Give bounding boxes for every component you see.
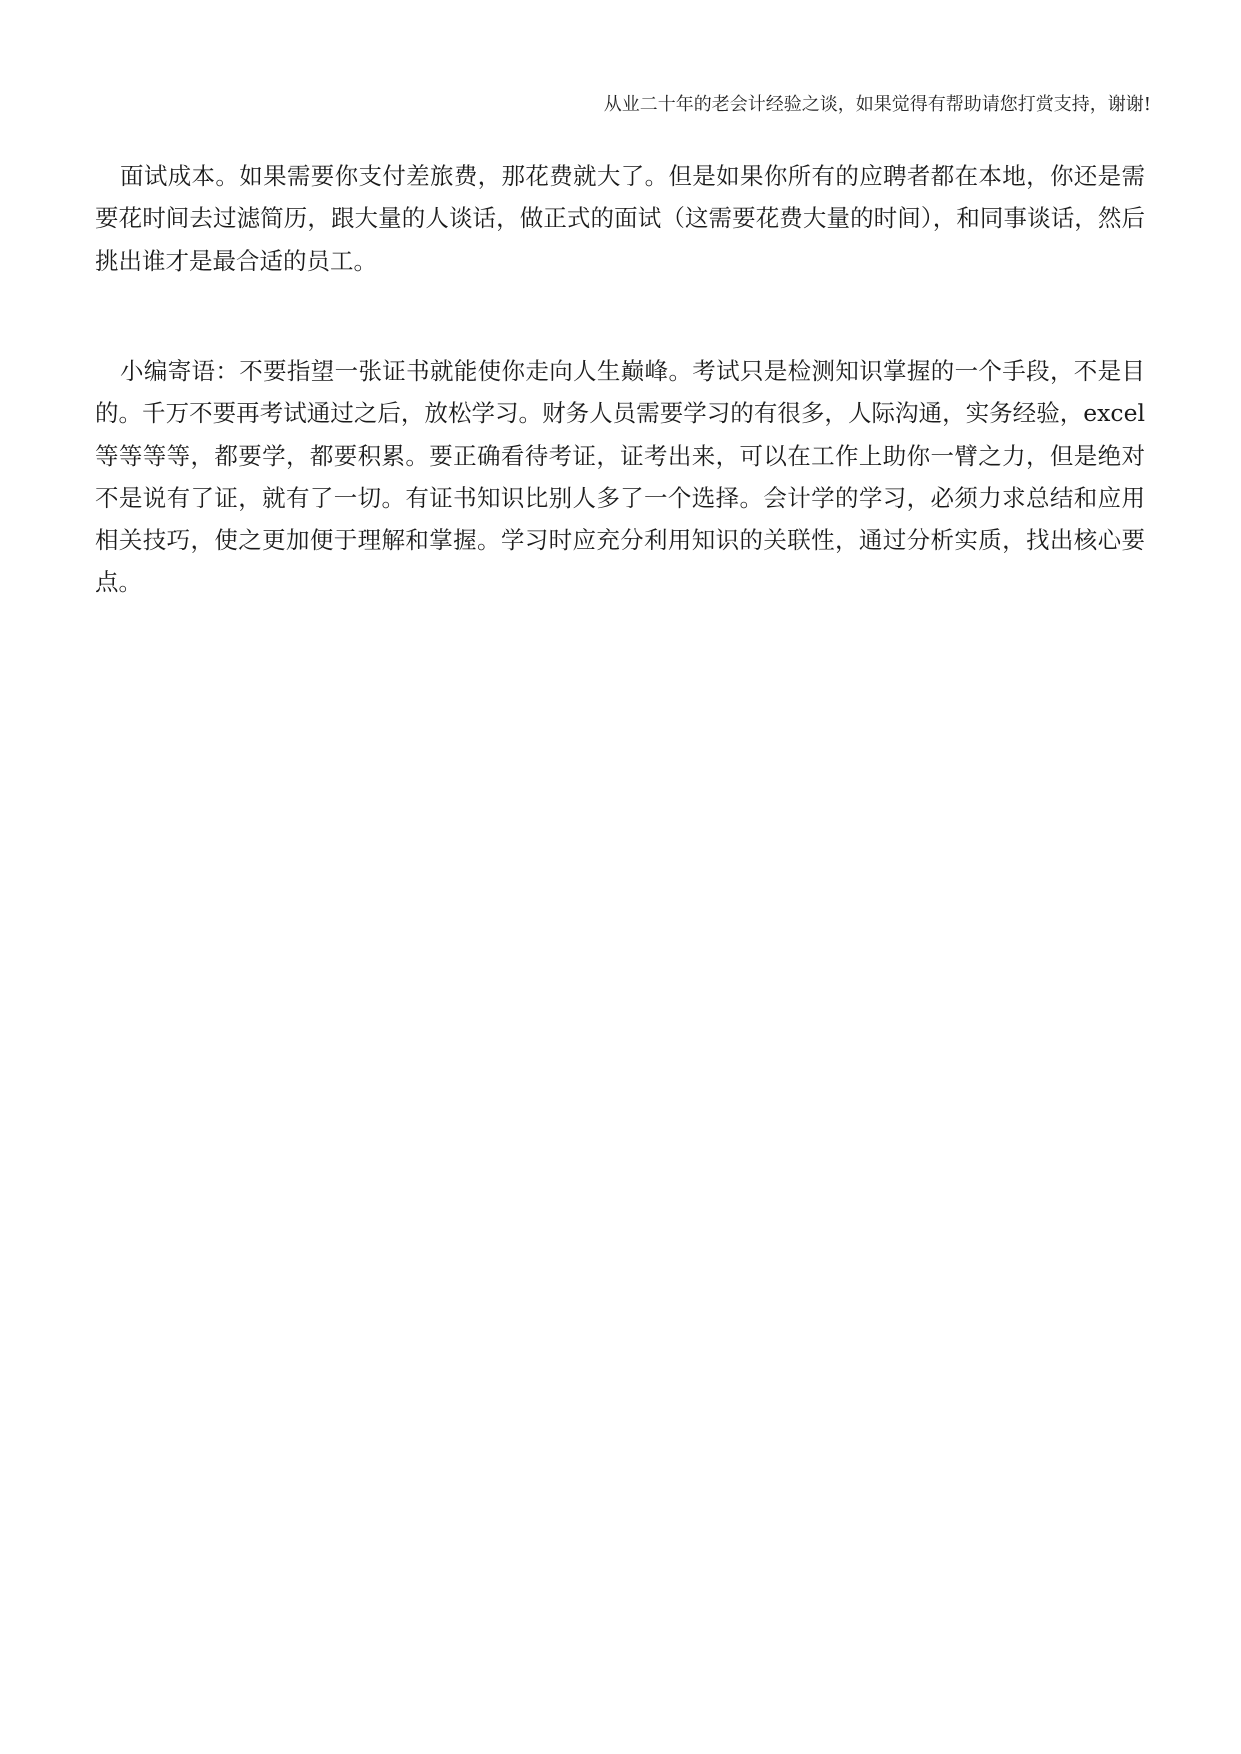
paragraph-interview-cost: 面试成本。如果需要你支付差旅费，那花费就大了。但是如果你所有的应聘者都在本地，你还是需要花时间去过滤简历，跟大量的人谈话，做正式的面试（这需要花费大量的时间），和同事谈话，然后挑出谁才是最合适的员工。 bbox=[95, 162, 1145, 275]
paragraph-editor-note: 小编寄语：不要指望一张证书就能使你走向人生巅峰。考试只是检测知识掌握的一个手段，不是目的。千万不要再考试通过之后，放松学习。财务人员需要学习的有很多，人际沟通，实务经验，excel 等等等等，都要学，都要积累。要正确看待考证，证考出来，可以在工作上助你一臂之力，但是绝对不是说有了证，就有了一切。有证书知识比别人多了一个选择。会计学的学习，必须力求总结和应用相关技巧，使之更加便于理解和掌握。学习时应充分利用知识的关联性，通过分析实质，找出核心要点。 bbox=[95, 357, 1145, 597]
header-note: 从业二十年的老会计经验之谈，如果觉得有帮助请您打赏支持，谢谢! bbox=[603, 94, 1151, 115]
